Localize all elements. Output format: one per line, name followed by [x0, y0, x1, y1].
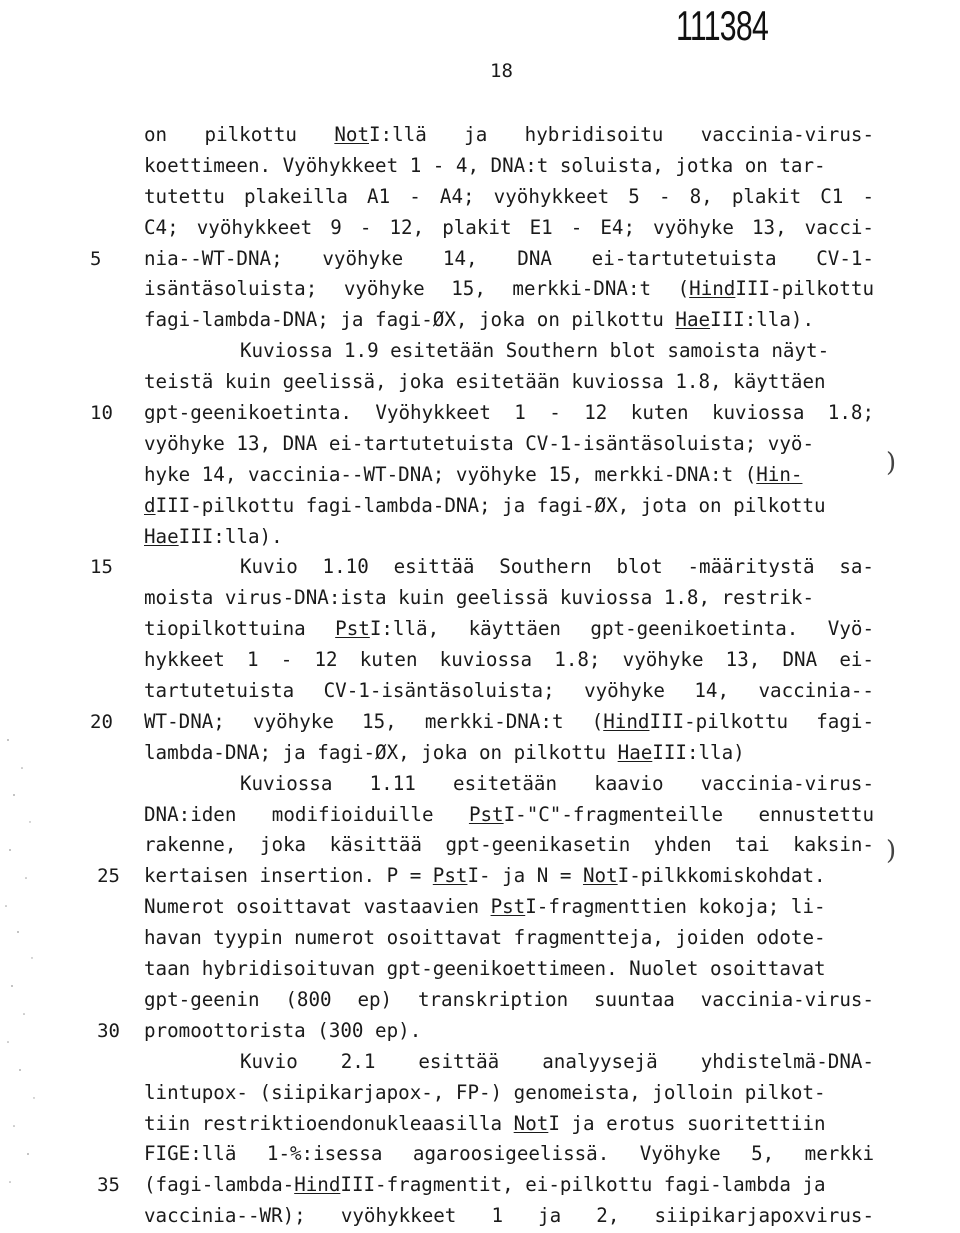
underlined-term: d: [144, 493, 156, 517]
text-line: [144, 336, 874, 367]
underlined-term: Pst: [468, 802, 504, 826]
text-run: nia--WT-DNA; vyöhyke 14, DNA ei-tartutetuista CV-1-: [144, 246, 874, 270]
underlined-term: Not: [513, 1111, 549, 1135]
underlined-term: Hae: [144, 524, 179, 548]
text-line: [144, 583, 874, 614]
text-line: [90, 244, 874, 275]
line-number: 30: [97, 1019, 120, 1042]
text-run: gpt-geenikoetinta. Vyöhykkeet 1 - 12 kuten kuviossa 1.8;: [144, 401, 874, 425]
text-line: [144, 213, 874, 244]
line-number: 5: [90, 247, 102, 270]
text-line: [144, 151, 874, 182]
text-run: promoottorista (300 ep).: [144, 1018, 422, 1042]
text-line: [144, 491, 874, 522]
line-number: 35: [97, 1174, 120, 1197]
text-run: rakenne, joka käsittää gpt-geenikasetin yhden tai kaksin-: [144, 833, 874, 857]
text-run: tiin restriktioendonukleaasilla: [144, 1111, 514, 1135]
text-run: tiopilkottuina: [144, 617, 336, 641]
text-line: [144, 1201, 874, 1232]
text-line: [97, 861, 874, 892]
text-run: III-fragmentit, ei-pilkottu fagi-lambda ja: [340, 1173, 826, 1197]
text-run: Kuvio 2.1 esittää analyysejä yhdistelmä-DNA-: [240, 1049, 874, 1073]
text-line: [90, 398, 874, 429]
underlined-term: Hind: [689, 277, 736, 301]
text-run: I- ja N =: [467, 864, 583, 888]
text-line: [144, 614, 874, 645]
text-run: III:lla).: [710, 308, 815, 332]
text-run: vyöhyke 13, DNA ei-tartutetuista CV-1-isäntäsoluista; vyö-: [144, 431, 815, 455]
text-line: [144, 954, 874, 985]
text-line: [144, 769, 874, 800]
text-run: lambda-DNA; ja fagi-ØX, joka on pilkottu: [144, 740, 618, 764]
text-run: C4; vyöhykkeet 9 - 12, plakit E1 - E4; vyöhyke 13, vacci-: [144, 215, 874, 239]
text-run: III-pilkottu: [735, 277, 874, 301]
text-line: [144, 800, 874, 831]
underlined-term: Hae: [617, 740, 653, 764]
text-run: koettimeen. Vyöhykkeet 1 - 4, DNA:t soluista, jotka on tar-: [144, 153, 826, 177]
text-line: [90, 552, 874, 583]
text-line: [144, 460, 874, 491]
text-run: III:lla).: [178, 524, 283, 548]
page-number: 18: [490, 60, 513, 82]
text-run: teistä kuin geelissä, joka esitetään kuviossa 1.8, käyttäen: [144, 370, 826, 394]
text-run: on pilkottu: [144, 123, 335, 146]
text-run: havan tyypin numerot osoittavat fragmentteja, joiden odote-: [144, 926, 826, 950]
text-run: WT-DNA; vyöhyke 15, merkki-DNA:t (: [144, 709, 604, 733]
text-line: [144, 892, 874, 923]
text-line: [144, 923, 874, 954]
text-run: Kuviossa 1.9 esitetään Southern blot samoista näyt-: [240, 339, 830, 363]
text-run: DNA:iden modifioiduille: [144, 802, 469, 826]
underlined-term: Hin-: [756, 462, 803, 486]
underlined-term: Pst: [432, 864, 468, 888]
underlined-term: Hind: [294, 1173, 341, 1197]
text-run: moista virus-DNA:ista kuin geelissä kuviossa 1.8, restrik-: [144, 586, 815, 610]
text-run: I-"C"-fragmenteille ennustettu: [503, 802, 874, 826]
line-number: 15: [90, 556, 113, 579]
patent-number: 111384: [676, 2, 769, 49]
text-run: I-fragmenttien kokoja; li-: [525, 895, 826, 919]
text-line: [144, 305, 874, 336]
text-run: isäntäsoluista; vyöhyke 15, merkki-DNA:t (: [144, 277, 690, 301]
text-run: Kuvio 1.10 esittää Southern blot -määritystä sa-: [240, 555, 874, 579]
margin-mark: ): [886, 836, 897, 866]
text-line: [144, 1047, 874, 1078]
underlined-term: Hind: [603, 709, 650, 733]
underlined-term: Not: [334, 123, 369, 146]
text-line: [144, 182, 874, 213]
text-line: [144, 274, 874, 305]
text-run: Numerot osoittavat vastaavien: [144, 895, 491, 919]
text-run: taan hybridisoituvan gpt-geenikoettimeen. Nuolet osoittavat: [144, 957, 826, 981]
text-run: Kuviossa 1.11 esitetään kaavio vaccinia-virus-: [240, 771, 874, 795]
text-line: [144, 367, 874, 398]
text-run: kertaisen insertion. P =: [144, 864, 433, 888]
text-line: [144, 120, 874, 151]
text-line: [144, 645, 874, 676]
underlined-term: Not: [582, 864, 618, 888]
body-text: [90, 120, 875, 1232]
text-line: [97, 1016, 874, 1047]
text-line: [144, 830, 874, 861]
text-run: I-pilkkomiskohdat.: [617, 864, 826, 888]
text-run: I:llä ja hybridisoitu vaccinia-virus-: [369, 123, 874, 146]
text-run: III-pilkottu fagi-lambda-DNA; ja fagi-ØX, jota on pilkottu: [155, 493, 826, 517]
text-run: fagi-lambda-DNA; ja fagi-ØX, joka on pilkottu: [144, 308, 676, 332]
text-run: gpt-geenin (800 ep) transkription suuntaa vaccinia-virus-: [144, 987, 874, 1011]
text-run: (fagi-lambda-: [144, 1173, 295, 1197]
underlined-term: Pst: [335, 617, 370, 641]
text-line: [144, 1078, 874, 1109]
text-line: [97, 1170, 874, 1201]
text-line: [144, 738, 874, 769]
text-run: FIGE:llä 1-%:isessa agaroosigeelissä. Vyöhyke 5, merkki: [144, 1142, 874, 1166]
margin-mark: ): [886, 448, 897, 478]
text-line: [144, 429, 874, 460]
text-run: hykkeet 1 - 12 kuten kuviossa 1.8; vyöhyke 13, DNA ei-: [144, 648, 874, 672]
text-line: [144, 985, 874, 1016]
text-line: [144, 522, 874, 553]
line-number: 25: [97, 865, 120, 888]
line-number: 10: [90, 402, 113, 425]
text-run: III-pilkottu fagi-: [649, 709, 875, 733]
line-number: 20: [90, 710, 113, 733]
text-run: vaccinia--WR); vyöhykkeet 1 ja 2, siipikarjapoxvirus-: [144, 1204, 874, 1228]
underlined-term: Hae: [675, 308, 711, 332]
text-line: [144, 676, 874, 707]
text-line: [144, 1109, 874, 1140]
underlined-term: Pst: [490, 895, 526, 919]
text-run: I:llä, käyttäen gpt-geenikoetinta. Vyö-: [369, 617, 874, 641]
scan-speckles: [0, 720, 40, 1200]
text-run: lintupox- (siipikarjapox-, FP-) genomeista, jolloin pilkot-: [144, 1080, 826, 1104]
text-run: hyke 14, vaccinia--WT-DNA; vyöhyke 15, merkki-DNA:t (: [144, 462, 757, 486]
text-line: [144, 1139, 874, 1170]
text-run: III:lla): [652, 740, 745, 764]
text-run: I ja erotus suoritettiin: [548, 1111, 826, 1135]
text-run: tutettu plakeilla A1 - A4; vyöhykkeet 5 - 8, plakit C1 -: [144, 184, 874, 208]
text-line: [90, 707, 875, 738]
text-run: tartutetuista CV-1-isäntäsoluista; vyöhyke 14, vaccinia--: [144, 679, 874, 703]
